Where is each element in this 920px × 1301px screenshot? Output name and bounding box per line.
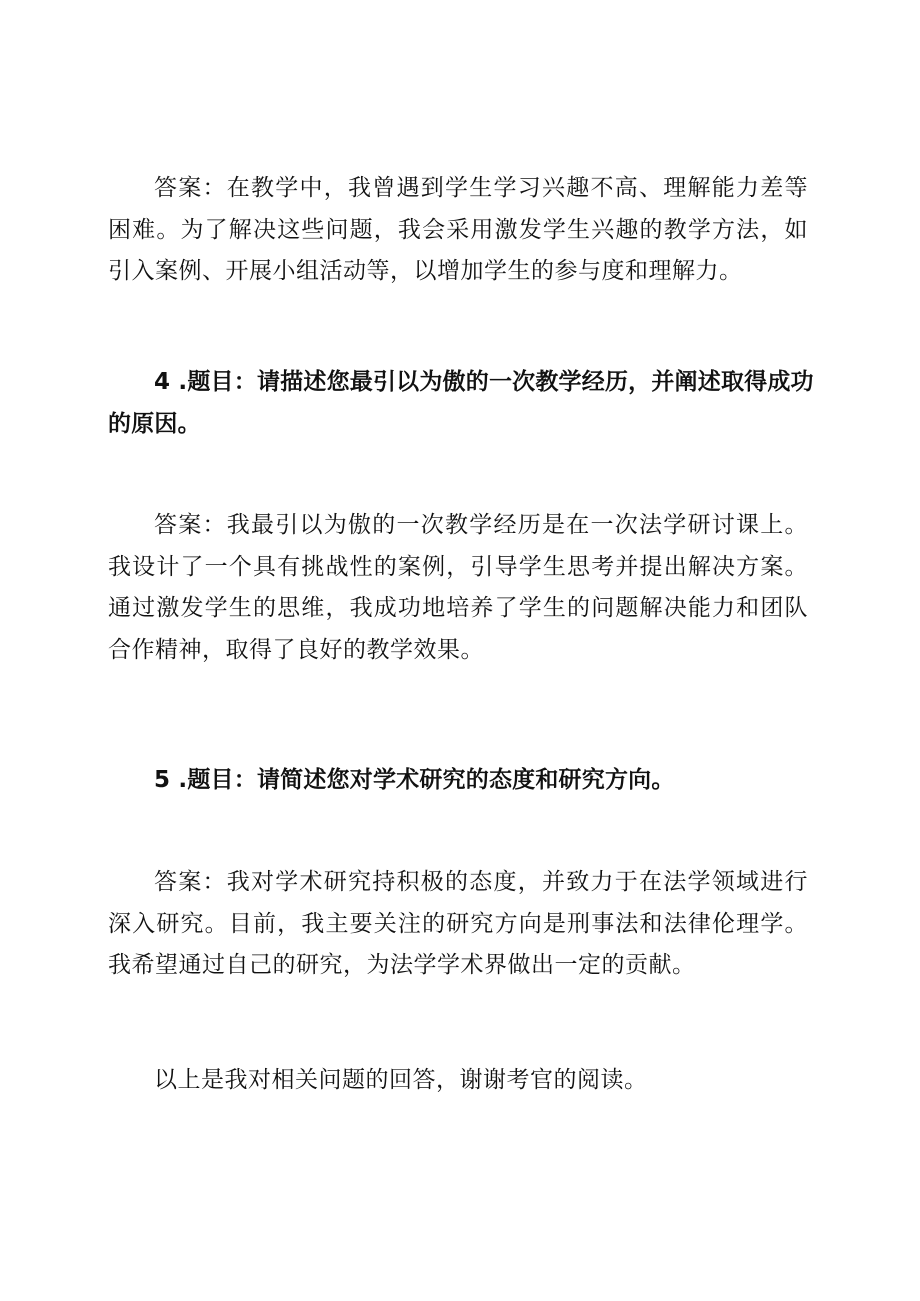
closing-paragraph: 以上是我对相关问题的回答，谢谢考官的阅读。	[154, 1067, 648, 1093]
question-heading-5: 5 .题目：请简述您对学术研究的态度和研究方向。	[154, 767, 675, 793]
answer-paragraph-4: 答案：我最引以为傲的一次教学经历是在一次法学研讨课上。我设计了一个具有挑战性的案例，引导学生思考并提出解决方案。通过激发学生的思维，我成功地培养了学生的问题解决能力和团队合作精神，取得了良好的教学效果。	[108, 512, 808, 663]
answer-paragraph-5: 答案：我对学术研究持积极的态度，并致力于在法学领域进行深入研究。目前，我主要关注的研究方向是刑事法和法律伦理学。我希望通过自己的研究，为法学学术界做出一定的贡献。	[108, 869, 808, 978]
question-heading-4: 4 .题目：请描述您最引以为傲的一次教学经历，并阐述取得成功的原因。	[108, 369, 814, 437]
answer-paragraph-3: 答案：在教学中，我曾遇到学生学习兴趣不高、理解能力差等困难。为了解决这些问题，我会采用激发学生兴趣的教学方法，如引入案例、开展小组活动等，以增加学生的参与度和理解力。	[108, 175, 808, 284]
